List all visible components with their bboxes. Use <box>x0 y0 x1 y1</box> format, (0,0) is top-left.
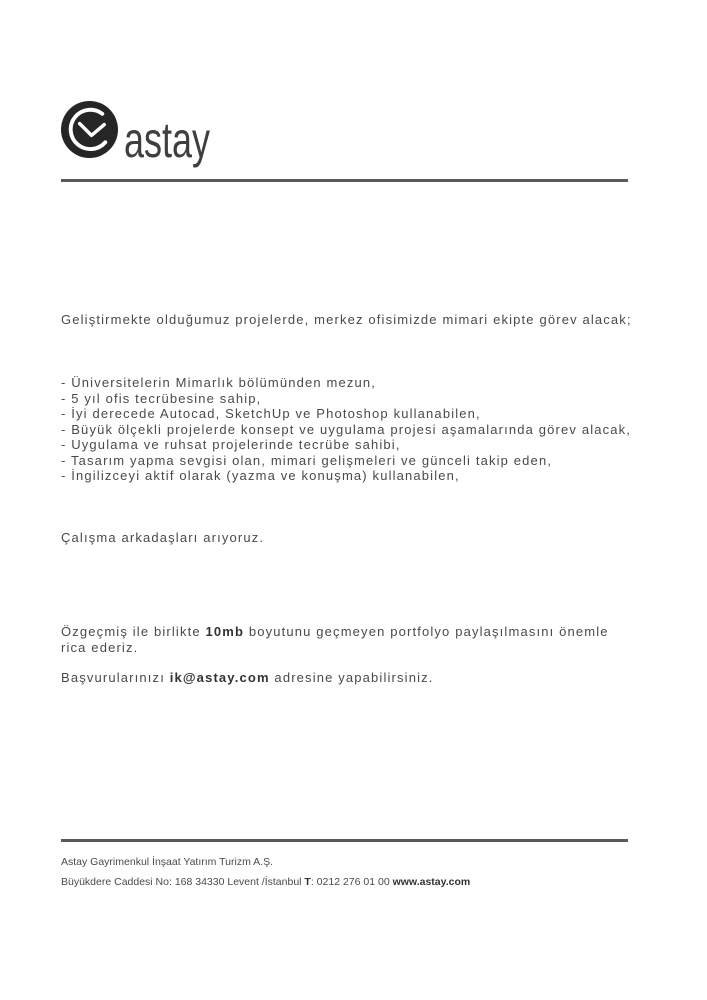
list-item: - Büyük ölçekli projelerde konsept ve uygulama projesi aşamalarında görev alacak, <box>61 421 632 437</box>
footer-phone: : 0212 276 01 00 <box>310 876 393 888</box>
footer-address: Büyükdere Caddesi No: 168 34330 Levent /İstanbul <box>61 876 305 888</box>
closing-text: Çalışma arkadaşları arıyoruz. <box>61 530 265 545</box>
company-logo <box>60 100 244 168</box>
application-note <box>61 670 434 686</box>
list-item: - Uygulama ve ruhsat projelerinde tecrübe sahibi, <box>61 437 401 452</box>
list-item: - 5 yıl ofis tecrübesine sahip, <box>61 390 262 406</box>
requirements-list <box>61 375 631 484</box>
portfolio-text-start: Özgeçmiş ile birlikte <box>61 624 206 639</box>
footer-contact <box>61 876 470 888</box>
astay-logo-icon <box>60 100 119 159</box>
portfolio-text-end: boyutunu geçmeyen portfolyo paylaşılmasını önemle <box>244 624 609 639</box>
apply-text-start: Başvurularınızı <box>61 670 170 685</box>
header-divider <box>61 179 628 182</box>
list-item: - İyi derecede Autocad, SketchUp ve Photoshop kullanabilen, <box>61 406 481 421</box>
footer-company-name: Astay Gayrimenkul İnşaat Yatırım Turizm A.Ş. <box>61 856 274 868</box>
application-email-link[interactable]: ik@astay.com <box>169 670 270 685</box>
apply-text-end: adresine yapabilirsiniz. <box>269 670 434 685</box>
footer-website-link[interactable]: www.astay.com <box>392 876 471 888</box>
portfolio-note <box>61 624 609 655</box>
intro-text: Geliştirmekte olduğumuz projelerde, merkez ofisimizde mimari ekipte görev alacak; <box>61 312 632 327</box>
list-item: - Üniversitelerin Mimarlık bölümünden mezun, <box>61 375 377 390</box>
list-item: - Tasarım yapma sevgisi olan, mimari gelişmeleri ve günceli takip eden, <box>61 452 553 468</box>
portfolio-text-line2: rica ederiz. <box>61 639 139 655</box>
portfolio-size-limit: 10mb <box>205 624 245 639</box>
logo-wordmark: astay <box>124 112 211 168</box>
footer-divider <box>61 839 628 842</box>
list-item: - İngilizceyi aktif olarak (yazma ve konuşma) kullanabilen, <box>61 468 460 483</box>
footer-phone-label: T <box>304 876 311 888</box>
